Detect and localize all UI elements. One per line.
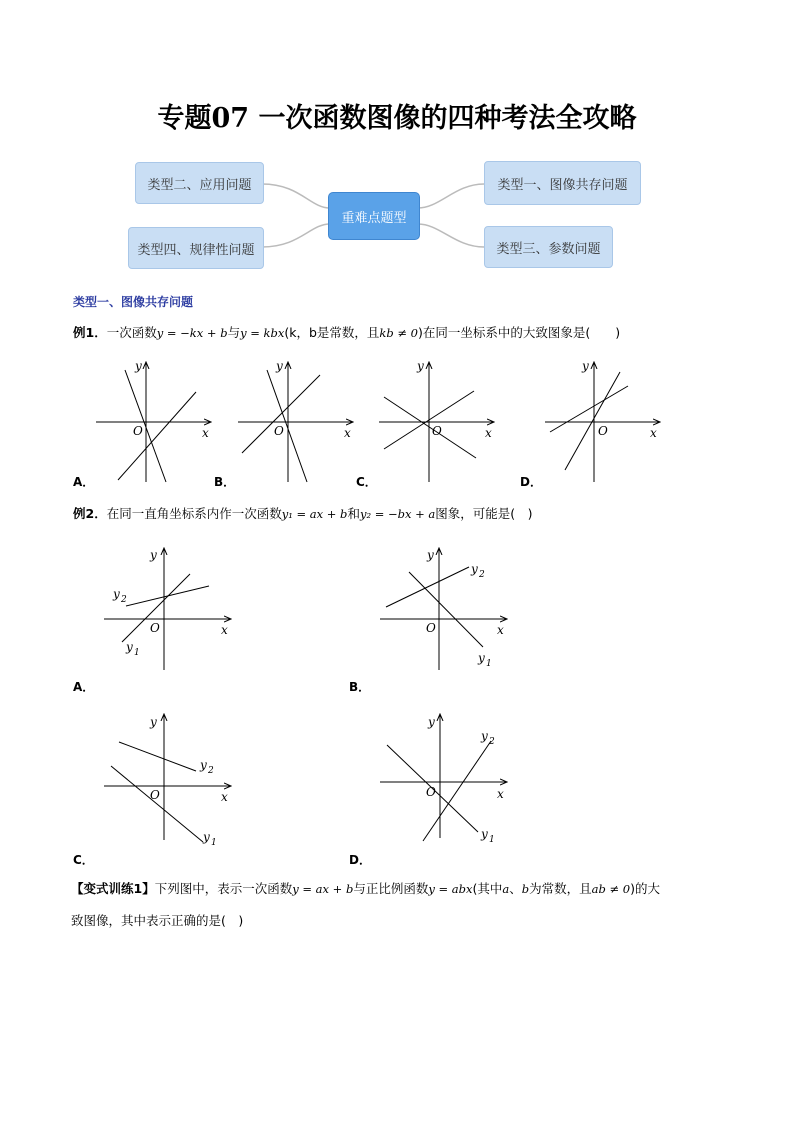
mindmap-node-parameter: 类型三、参数问题 [484,226,613,268]
svg-text:1: 1 [486,659,492,669]
svg-text:y: y [200,758,207,772]
mindmap-center: 重难点题型 [328,192,420,240]
example-2-question: 例2．在同一直角坐标系内作一次函数y₁ = ax + b和y₂ = −bx + a图象，可能是( ) [73,506,533,521]
example-1-graphs [0,350,794,490]
svg-text:O: O [598,424,608,438]
svg-text:2: 2 [208,766,214,776]
svg-text:O: O [426,785,436,799]
graph-2a [104,548,231,670]
svg-text:y: y [135,359,142,373]
svg-text:y: y [126,640,133,654]
svg-text:x: x [497,623,504,637]
ex1-option-a[interactable]: A． [73,475,95,489]
graph-1a [96,359,211,482]
svg-text:y: y [481,729,488,743]
ex2-option-b[interactable]: B． [349,680,371,694]
svg-text:O: O [150,788,160,802]
svg-text:y: y [478,651,485,665]
graph-2c [104,714,231,848]
svg-text:y: y [150,715,157,729]
mindmap-node-coexist: 类型一、图像共存问题 [484,161,641,205]
ex2-option-d[interactable]: D． [349,853,371,867]
graph-2b [380,548,507,670]
svg-text:2: 2 [121,595,127,605]
svg-text:y: y [150,548,157,562]
graph-2d [380,714,507,845]
svg-text:O: O [150,621,160,635]
svg-text:2: 2 [479,570,485,580]
svg-text:x: x [221,623,228,637]
svg-text:1: 1 [134,648,140,658]
svg-text:2: 2 [489,737,495,747]
example-2-graphs [0,540,794,860]
example-1-question: 例1．一次函数y = −kx + b与y = kbx(k，b是常数，且kb ≠ 0)在同一坐标系中的大致图象是( ) [73,325,621,340]
svg-text:y: y [113,587,120,601]
svg-text:y: y [203,830,210,844]
svg-text:O: O [432,424,442,438]
svg-text:O: O [426,621,436,635]
svg-text:1: 1 [211,838,217,848]
svg-text:y: y [481,827,488,841]
svg-text:y: y [417,359,424,373]
practice-question: 【变式训练1】下列图中，表示一次函数y = ax + b与正比例函数y = abx(其中a、b为常数，且ab ≠ 0)的大 致图像，其中表示正确的是( ) [71,881,661,928]
mindmap-node-application: 类型二、应用问题 [135,162,264,204]
svg-text:x: x [650,426,657,440]
svg-text:1: 1 [489,835,495,845]
section-heading: 类型一、图像共存问题 [73,295,194,309]
svg-text:x: x [485,426,492,440]
ex1-option-b[interactable]: B． [214,475,236,489]
ex1-option-d[interactable]: D． [520,475,542,489]
svg-text:y: y [427,548,434,562]
graph-1b [238,359,353,482]
svg-text:O: O [274,424,284,438]
ex2-option-a[interactable]: A． [73,680,95,694]
ex2-option-c[interactable]: C． [73,853,94,867]
page-title: 专题07 一次函数图像的四种考法全攻略 [157,103,637,134]
svg-text:x: x [221,790,228,804]
svg-text:x: x [202,426,209,440]
svg-text:x: x [344,426,351,440]
svg-text:y: y [471,562,478,576]
svg-text:y: y [276,359,283,373]
svg-text:O: O [133,424,143,438]
svg-text:y: y [428,715,435,729]
graph-1d [545,359,660,482]
ex1-option-c[interactable]: C． [356,475,377,489]
svg-text:y: y [582,359,589,373]
graph-1c [379,359,494,482]
svg-text:x: x [497,787,504,801]
mindmap-node-pattern: 类型四、规律性问题 [128,227,264,269]
